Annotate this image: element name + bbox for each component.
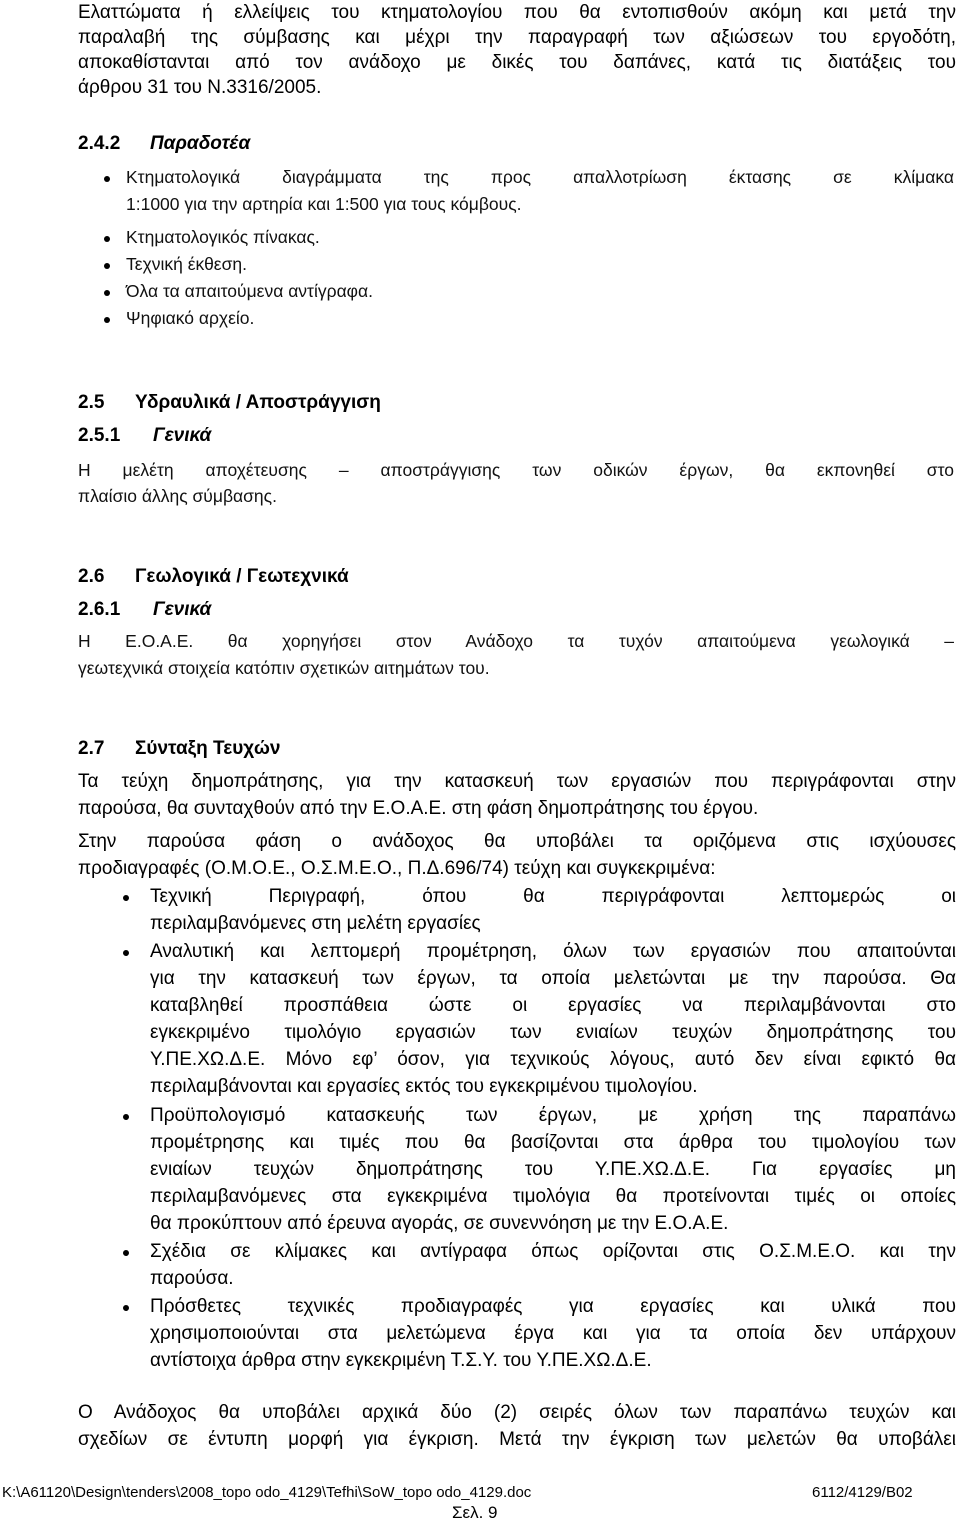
section-title: Γενικά — [153, 599, 212, 620]
paragraph-line: Ο Ανάδοχος θα υποβάλει αρχικά δύο (2) σειρές όλων των παραπάνω τευχών και — [78, 1402, 956, 1423]
intro-line: αποκαθίστανται από τον ανάδοχο με δικές του δαπάνες, κατά τις διατάξεις του — [78, 52, 956, 73]
intro-line: Ελαττώματα ή ελλείψεις του κτηματολογίου που θα εντοπισθούν ακόμη και μετά την — [78, 2, 956, 23]
bullet-icon — [123, 950, 129, 956]
list-item-line: Αναλυτική και λεπτομερή προμέτρηση, όλων των εργασιών που απαιτούνται — [150, 941, 956, 962]
section-number: 2.7 — [78, 738, 105, 759]
section-number: 2.4.2 — [78, 133, 121, 154]
section-title: Παραδοτέα — [150, 133, 251, 154]
section-number: 2.6.1 — [78, 599, 121, 620]
section-title: Γενικά — [153, 425, 212, 446]
section-heading-2-5 — [78, 392, 381, 414]
paragraph-line: προδιαγραφές (Ο.Μ.Ο.Ε., Ο.Σ.Μ.Ε.Ο., Π.Δ.696/74) τεύχη και συγκεκριμένα: — [78, 858, 716, 879]
list-item-line: Πρόσθετες τεχνικές προδιαγραφές για εργασίες και υλικά που — [150, 1296, 956, 1317]
list-item-line: παρούσα. — [150, 1268, 234, 1289]
bullet-icon — [123, 895, 129, 901]
list-item-line: Υ.ΠΕ.ΧΩ.Δ.Ε. Μόνο εφ’ όσον, για τεχνικούς λόγους, αυτό δεν είναι εφικτό θα — [150, 1049, 956, 1070]
subsection-heading-2-5-1 — [78, 425, 211, 447]
subsection-heading-2-6-1 — [78, 599, 211, 621]
list-item-line: περιλαμβανόμενες στη μελέτη εργασίες — [150, 913, 481, 934]
paragraph-line: πλαίσιο άλλης σύμβασης. — [78, 486, 277, 506]
section-heading-2-7 — [78, 738, 280, 760]
paragraph-line: Η Ε.Ο.Α.Ε. θα χορηγήσει στον Ανάδοχο τα τυχόν απαιτούμενα γεωλογικά – — [78, 631, 954, 651]
list-item-line: Ψηφιακό αρχείο. — [126, 308, 255, 328]
list-item-line: Προϋπολογισμό κατασκευής των έργων, με χρήση της παραπάνω — [150, 1105, 956, 1126]
paragraph-line: Στην παρούσα φάση ο ανάδοχος θα υποβάλει τα οριζόμενα στις ισχύουσες — [78, 831, 956, 852]
paragraph-line: Η μελέτη αποχέτευσης – αποστράγγισης των οδικών έργων, θα εκπονηθεί στο — [78, 460, 954, 480]
bullet-icon — [104, 236, 110, 242]
list-item-line: θα προκύπτουν από έρευνα αγοράς, σε συνεννόηση με την Ε.Ο.Α.Ε. — [150, 1213, 729, 1234]
bullet-icon — [104, 317, 110, 323]
list-item-line: Τεχνική έκθεση. — [126, 254, 248, 274]
section-number: 2.5.1 — [78, 425, 121, 446]
list-item-line: περιλαμβάνονται και εργασίες εκτός του εγκεκριμένου τιμολογίου. — [150, 1076, 698, 1097]
footer-document-code: 6112/4129/B02 — [812, 1484, 913, 1501]
list-item-line: ενιαίων τευχών δημοπράτησης του Υ.ΠΕ.ΧΩ.Δ.Ε. Για εργασίες μη — [150, 1159, 956, 1180]
page-number: Σελ. 9 — [452, 1503, 498, 1522]
section-title: Υδραυλικά / Αποστράγγιση — [135, 392, 381, 413]
section-title: Σύνταξη Τευχών — [135, 738, 281, 759]
bullet-icon — [123, 1305, 129, 1311]
list-item-line: καταβληθεί προσπάθεια ώστε οι εργασίες να περιλαμβάνονται στο — [150, 995, 956, 1016]
list-item-line: Κτηματολογικά διαγράμματα της προς απαλλοτρίωση έκτασης σε κλίμακα — [126, 167, 954, 187]
list-item-line: χρησιμοποιούνται στα μελετώμενα έργα και για τα οποία δεν υπάρχουν — [150, 1323, 956, 1344]
section-heading-2-6 — [78, 566, 349, 588]
bullet-icon — [104, 176, 110, 182]
bullet-icon — [104, 290, 110, 296]
intro-line: άρθρου 31 του Ν.3316/2005. — [78, 77, 322, 98]
bullet-icon — [104, 263, 110, 269]
section-number: 2.5 — [78, 392, 105, 413]
section-heading-2-4-2 — [78, 133, 250, 155]
list-item-line: εγκεκριμένο τιμολόγιο εργασιών των ενιαίων τευχών δημοπράτησης του — [150, 1022, 956, 1043]
paragraph-line: γεωτεχνικά στοιχεία κατόπιν σχετικών αιτημάτων του. — [78, 658, 490, 678]
list-item-line: 1:1000 για την αρτηρία και 1:500 για τους κόμβους. — [126, 194, 522, 214]
list-item-line: προμέτρησης και τιμές που θα βασίζονται στα άρθρα του τιμολογίου των — [150, 1132, 956, 1153]
list-item-line: περιλαμβανόμενες στα εγκεκριμένα τιμολόγια θα προτείνονται τιμές οι οποίες — [150, 1186, 956, 1207]
list-item-line: Σχέδια σε κλίμακες και αντίγραφα όπως ορίζονται στις Ο.Σ.Μ.Ε.Ο. και την — [150, 1241, 956, 1262]
paragraph-line: Τα τεύχη δημοπράτησης, για την κατασκευή των εργασιών που περιγράφονται στην — [78, 771, 956, 792]
list-item-line: Τεχνική Περιγραφή, όπου θα περιγράφονται λεπτομερώς οι — [150, 886, 956, 907]
bullet-icon — [123, 1114, 129, 1120]
list-item-line: Κτηματολογικός πίνακας. — [126, 227, 320, 247]
section-number: 2.6 — [78, 566, 105, 587]
list-item-line: Όλα τα απαιτούμενα αντίγραφα. — [126, 281, 374, 301]
bullet-icon — [123, 1250, 129, 1256]
paragraph-line: σχεδίων σε έντυπη μορφή για έγκριση. Μετά την έγκριση των μελετών θα υποβάλει — [78, 1429, 956, 1450]
paragraph-line: παρούσα, θα συνταχθούν από την Ε.Ο.Α.Ε. στη φάση δημοπράτησης του έργου. — [78, 798, 759, 819]
section-title: Γεωλογικά / Γεωτεχνικά — [135, 566, 349, 587]
list-item-line: για την κατασκευή των έργων, τα οποία μελετώνται με την παρούσα. Θα — [150, 968, 956, 989]
footer-file-path: K:\A61120\Design\tenders\2008_topo odo_4129\Tefhi\SoW_topo odo_4129.doc — [2, 1484, 532, 1501]
intro-line: παραλαβή της σύμβασης και μέχρι την παραγραφή των αξιώσεων του εργοδότη, — [78, 27, 956, 48]
list-item-line: αντίστοιχα άρθρα στην εγκεκριμένη Τ.Σ.Υ. του Υ.ΠΕ.ΧΩ.Δ.Ε. — [150, 1350, 652, 1371]
